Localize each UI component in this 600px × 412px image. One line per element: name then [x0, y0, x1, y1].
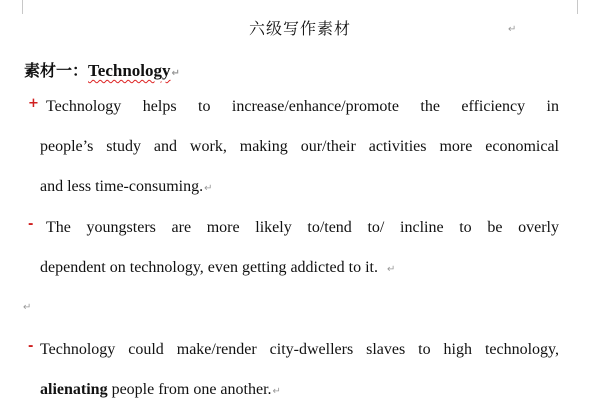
paragraph-line	[40, 370, 559, 412]
bold-term: alienating	[40, 381, 108, 398]
paragraph-line	[40, 127, 559, 167]
top-left-corner-mark	[12, 0, 23, 14]
paragraph-mark-icon: ↵	[508, 24, 517, 35]
section-heading[interactable]	[24, 58, 180, 81]
paragraph-technology-efficiency[interactable]	[40, 87, 559, 209]
paragraph-line-text: people from one another.	[107, 381, 272, 398]
paragraph-line-text: people’s study and work, making our/their activities more economical	[40, 138, 559, 155]
revision-marker-minus-icon: -	[28, 217, 34, 232]
paragraph-mark-icon: ↵	[272, 386, 281, 397]
empty-paragraph-mark-icon: ↵	[23, 302, 32, 313]
revision-marker-plus-icon: +	[28, 96, 39, 111]
revision-marker-minus-icon: -	[28, 339, 34, 354]
paragraph-mark-icon: ↵	[386, 264, 396, 275]
paragraph-line	[40, 248, 559, 290]
top-right-corner-mark	[577, 0, 588, 14]
section-label-colon: ：	[72, 61, 89, 80]
paragraph-line: Technology could make/render city-dwellers slaves to high technology,	[40, 341, 559, 358]
section-label-prefix	[24, 61, 72, 80]
section-label-text: 素材一	[24, 61, 73, 80]
paragraph-line	[40, 167, 559, 209]
paragraph-line-text: and less time-consuming.	[40, 178, 204, 195]
paragraph-line: The youngsters are more likely to/tend to/ incline to be overly	[46, 219, 559, 236]
paragraph-line-text: dependent on technology, even getting addicted to it.	[40, 259, 378, 276]
section-label-english: Technology	[88, 61, 171, 80]
paragraph-city-dwellers[interactable]	[40, 330, 559, 412]
paragraph-mark-icon: ↵	[171, 68, 180, 79]
document-title-text: 六级写作素材	[248, 19, 351, 38]
paragraph-mark-icon: ↵	[204, 183, 213, 194]
paragraph-youngsters-dependence[interactable]	[40, 208, 559, 290]
paragraph-line: Technology helps to increase/enhance/promote the efficiency in	[46, 98, 559, 115]
